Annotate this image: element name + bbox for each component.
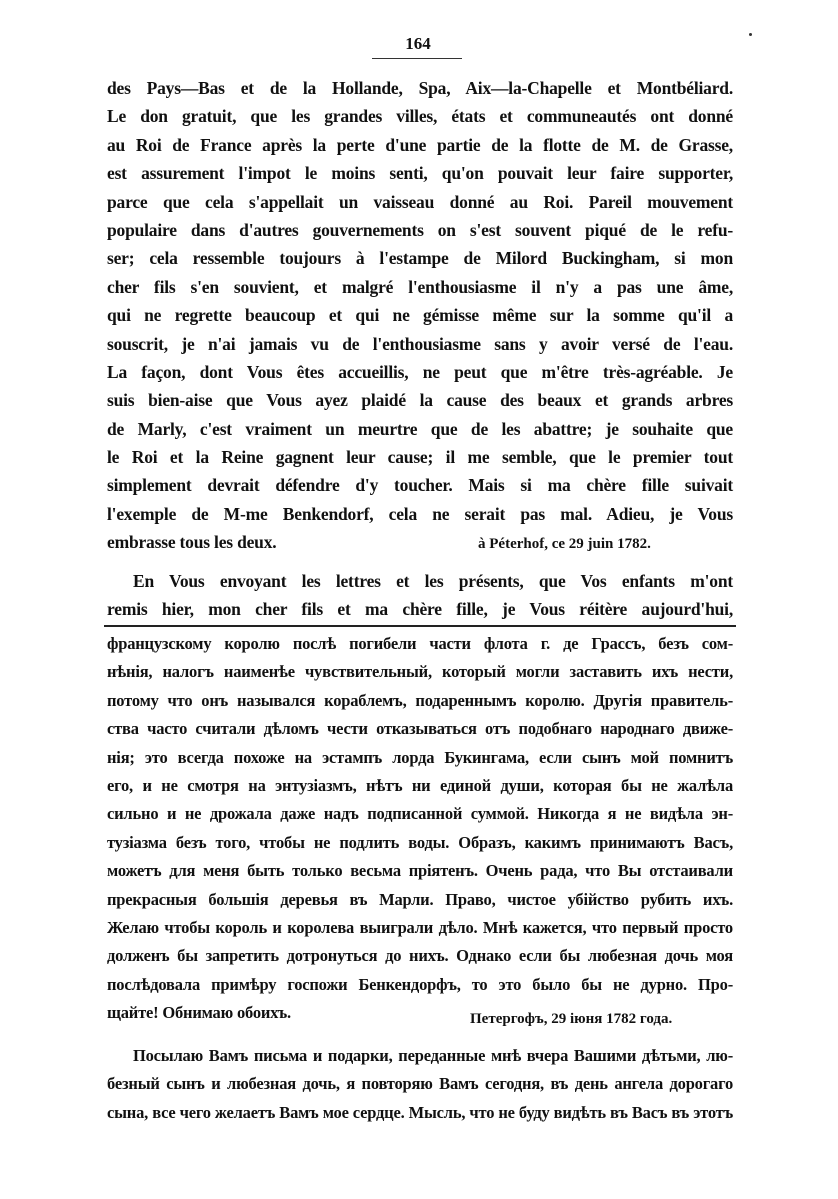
russian-date-line: Петергофъ, 29 іюня 1782 года. xyxy=(470,1011,673,1027)
text-line: прекрасныя большія деревья въ Марли. Право, чистое убійство рубить ихъ. xyxy=(107,889,733,909)
text-line: сильно и не дрожала даже надъ подписанной суммой. Никогда я не видѣла эн- xyxy=(107,804,733,824)
text-line: le Roi et la Reine gagnent leur cause; il me semble, que le premier tout xyxy=(107,447,733,468)
section-divider xyxy=(104,625,736,627)
text-line: populaire dans d'autres gouvernements on s'est souvent piqué de le refu- xyxy=(107,219,733,240)
text-line: Посылаю Вамъ письма и подарки, переданные мнѣ вчера Вашими дѣтьми, лю- xyxy=(133,1046,733,1065)
text-line: безный сынъ и любезная дочь, я повторяю Вамъ сегодня, въ день ангела дорогаго xyxy=(107,1074,733,1094)
text-line: parce que cela s'appellait un vaisseau donné au Roi. Pareil mouvement xyxy=(107,191,733,212)
text-line: l'exemple de M-me Benkendorf, cela ne serait pas mal. Adieu, je Vous xyxy=(107,503,733,524)
text-line: тузіазма безъ того, чтобы не подлить воды. Образъ, какимъ принимаютъ Васъ, xyxy=(107,832,733,852)
text-line: нія; это всегда похоже на эстампъ лорда Букингама, если сынъ мой помнитъ xyxy=(107,747,733,767)
text-line: щайте! Обнимаю обоихъ. xyxy=(107,1003,291,1023)
text-line: En Vous envoyant les lettres et les présents, que Vos enfants m'ont xyxy=(133,571,733,591)
text-line: долженъ бы запретить дотронуться до нихъ. Однако если бы любезная дочь моя xyxy=(107,946,733,966)
russian-paragraph-1 xyxy=(107,630,733,1027)
russian-paragraph-2 xyxy=(107,1042,733,1127)
text-line: simplement devrait défendre d'y toucher. Mais si ma chère fille suivait xyxy=(107,475,733,496)
text-line: La façon, dont Vous êtes accueillis, ne peut que m'être très-agréable. Je xyxy=(107,361,733,382)
text-line: cher fils s'en souvient, et malgré l'enthousiasme il n'y a pas une âme, xyxy=(107,276,733,297)
text-line: embrasse tous les deux. xyxy=(107,532,277,553)
page-number-rule xyxy=(372,58,462,59)
text-line: souscrit, je n'ai jamais vu de l'enthousiasme sans y avoir versé de l'eau. xyxy=(107,333,733,354)
french-paragraph-2 xyxy=(107,567,733,624)
text-line: нѣнія, налогъ наименѣе чувствительный, который могли заставить ихъ нести, xyxy=(107,662,733,682)
text-line: de Marly, c'est vraiment un meurtre que de les abattre; je souhaite que xyxy=(107,418,733,439)
text-line: remis hier, mon cher fils et ma chère fille, je Vous réitère aujourd'hui, xyxy=(107,599,733,620)
text-line: послѣдовала примѣру госпожи Бенкендорфъ, то это было бы не дурно. Про- xyxy=(107,974,733,994)
text-line: Желаю чтобы король и королева выиграли дѣло. Мнѣ кажется, что первый просто xyxy=(107,917,733,937)
text-line: suis bien-aise que Vous ayez plaidé la cause des beaux et grands arbres xyxy=(107,390,733,411)
text-line: Le don gratuit, que les grandes villes, états et communeautés ont donné xyxy=(107,106,733,127)
text-line: потому что онъ назывался кораблемъ, подареннымъ королю. Другія правитель- xyxy=(107,690,733,710)
text-line: сына, все чего желаетъ Вамъ мое сердце. Мысль, что не буду видѣть въ Васъ въ этотъ xyxy=(107,1102,733,1122)
text-line: est assurement l'impot le moins senti, qu'on pouvait leur faire supporter, xyxy=(107,163,733,184)
text-line: des Pays—Bas et de la Hollande, Spa, Aix—la-Chapelle et Montbéliard. xyxy=(107,78,733,98)
scan-speck xyxy=(749,33,752,36)
french-paragraph-1 xyxy=(107,74,733,557)
text-line: ser; cela ressemble toujours à l'estampe de Milord Buckingham, si mon xyxy=(107,248,733,269)
text-line: qui ne regrette beaucoup et qui ne gémisse même sur la somme qu'il a xyxy=(107,305,733,326)
page-number: 164 xyxy=(405,34,431,53)
text-line: французскому королю послѣ погибели части флота г. де Грассъ, безъ сом- xyxy=(107,634,733,653)
text-line: ства часто считали дѣломъ чести отказываться отъ подобнаго народнаго движе- xyxy=(107,719,733,739)
text-line: можетъ для меня быть только весьма пріятенъ. Очень рада, что Вы отстаивали xyxy=(107,861,733,881)
text-line: его, и не смотря на энтузіазмъ, нѣтъ ни единой души, которая бы не жалѣла xyxy=(107,775,733,795)
text-line: au Roi de France après la perte d'une partie de la flotte de M. de Grasse, xyxy=(107,134,733,155)
french-date-line: à Péterhof, ce 29 juin 1782. xyxy=(478,536,651,552)
